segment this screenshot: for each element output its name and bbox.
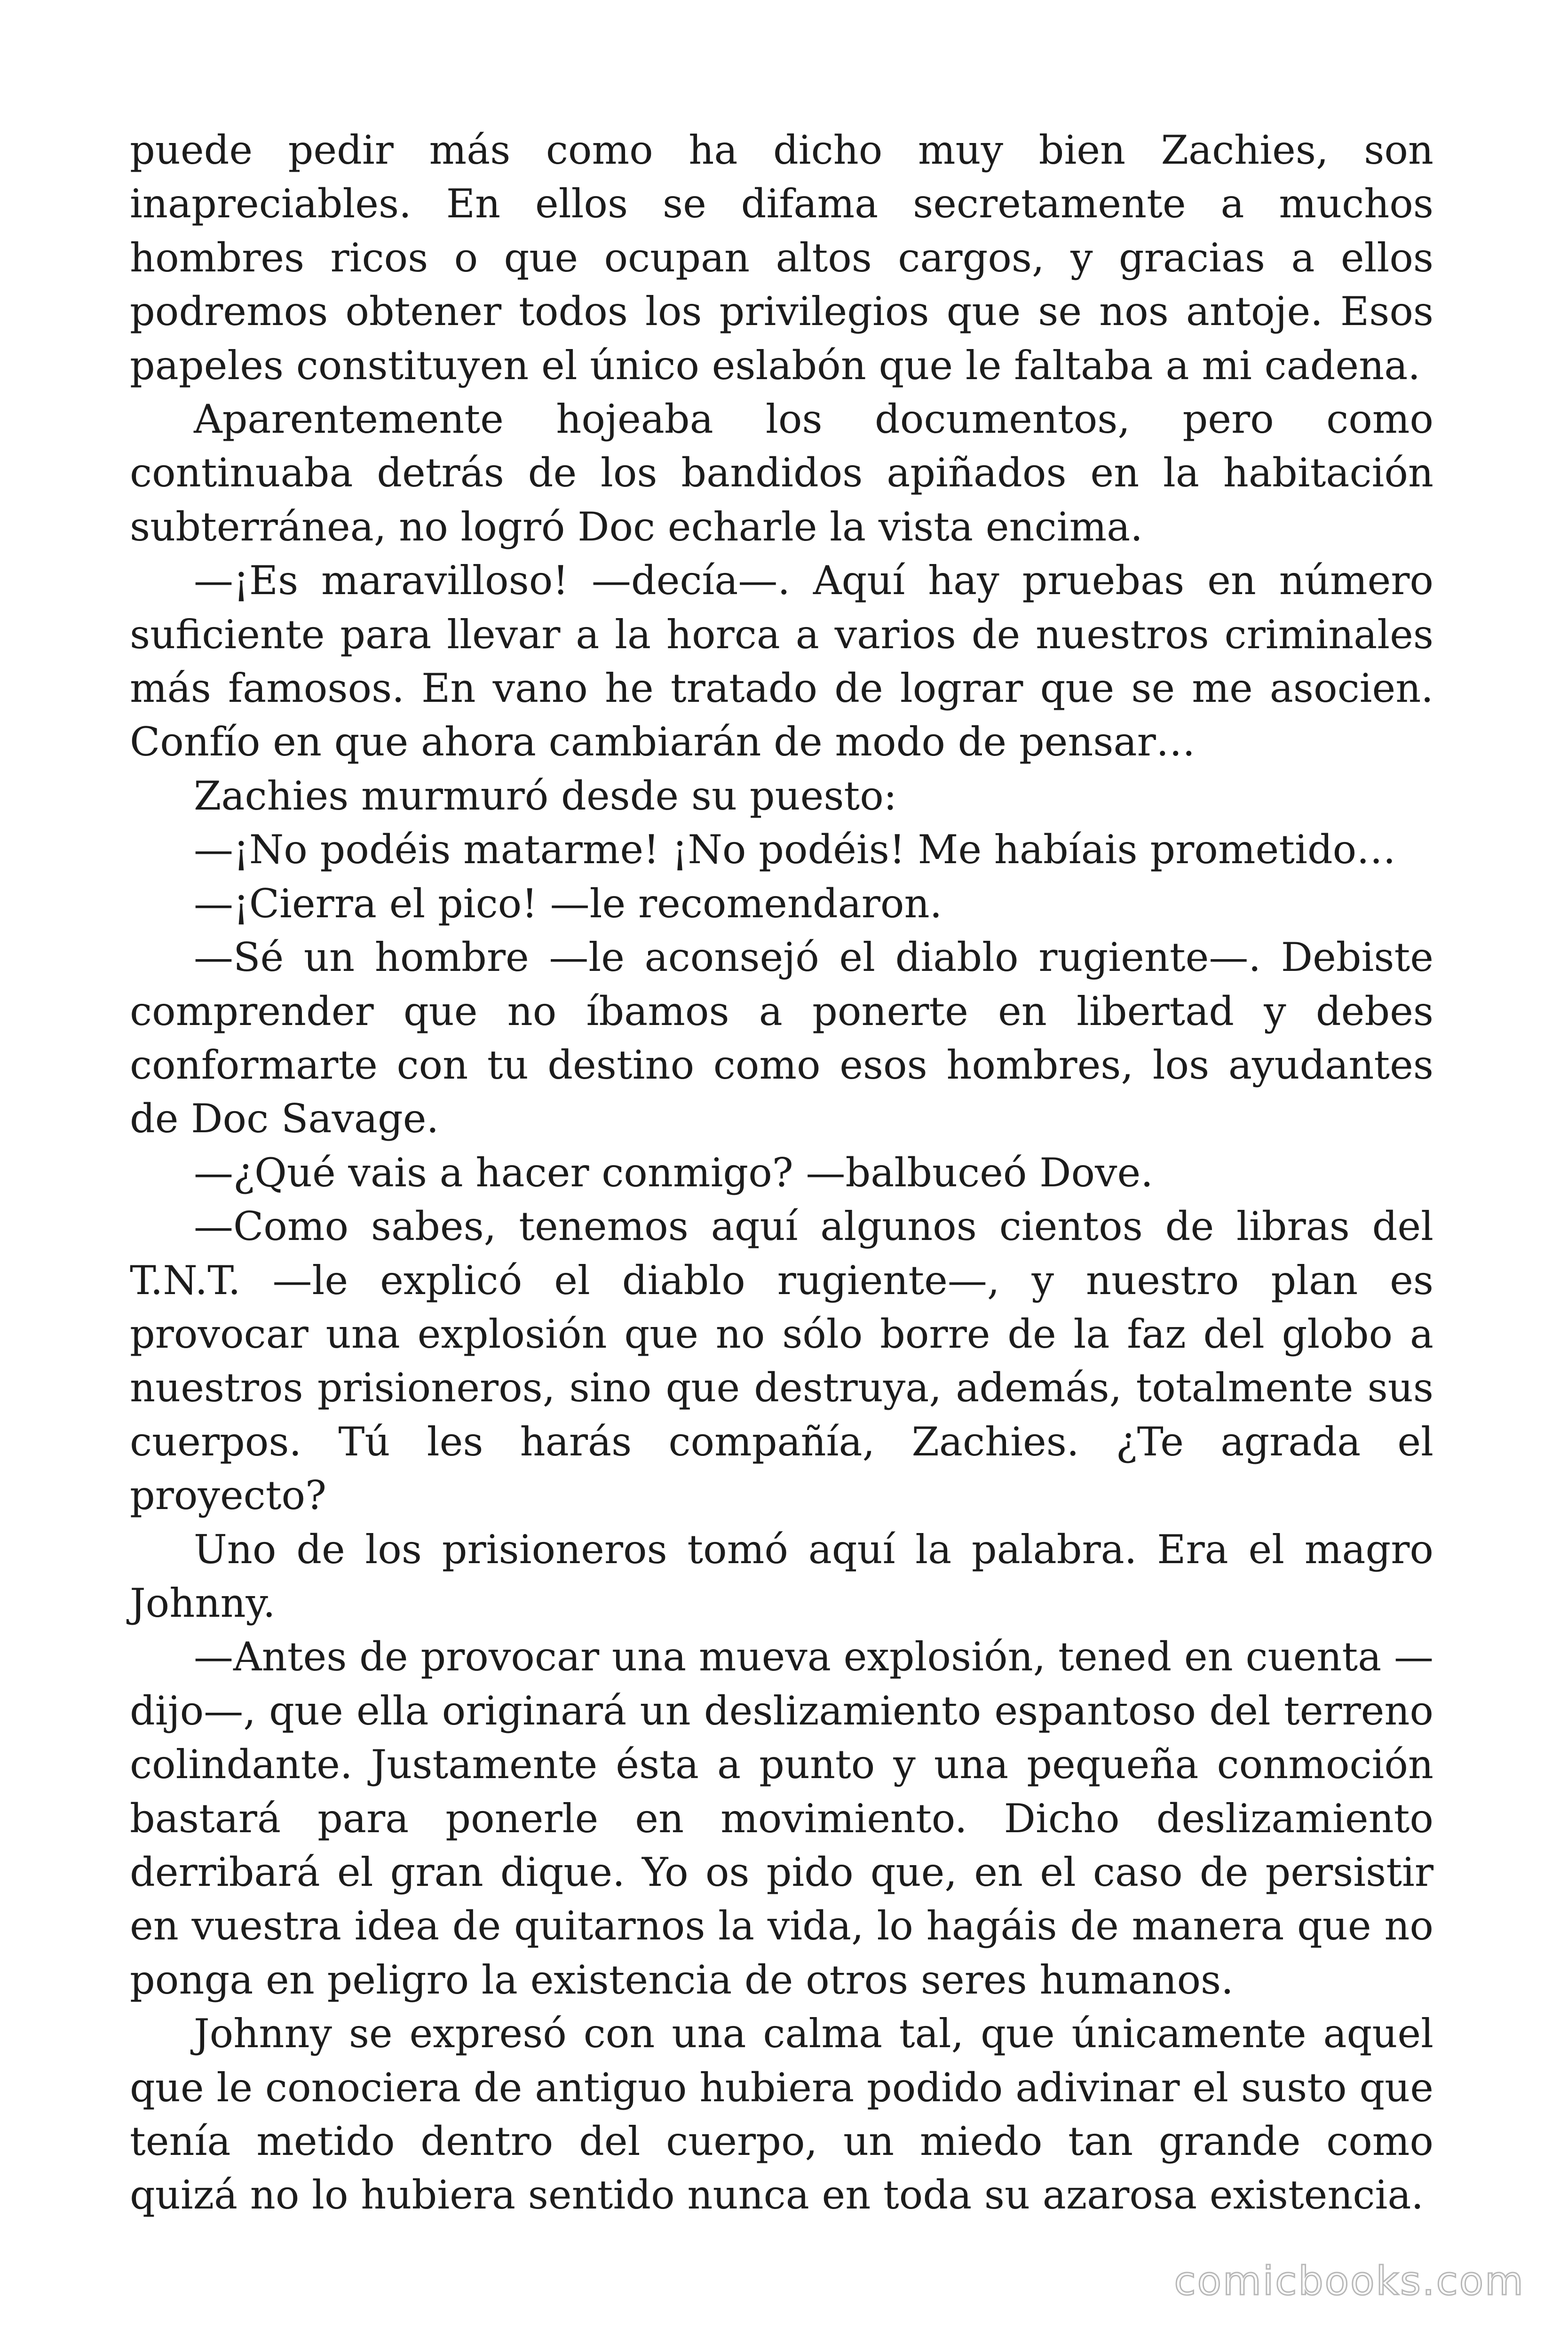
paragraph: —¡Es maravilloso! —decía—. Aquí hay pruebas en número suficiente para llevar a la horca a varios de nuestros criminales más famosos. En vano he tratado de lograr que se me asocien. Confío en que ahora cambiarán de modo de pensar…	[130, 557, 1433, 765]
paragraph: —¿Qué vais a hacer conmigo? —balbuceó Dove.	[194, 1149, 1153, 1196]
paragraph: Johnny se expresó con una calma tal, que únicamente aquel que le conociera de antiguo hubiera podido adivinar el susto que tenía metido dentro del cuerpo, un miedo tan grande como quizá no lo hubiera sentido nunca en toda su azarosa existencia.	[130, 2010, 1433, 2218]
paragraph: Zachies murmuró desde su puesto:	[194, 772, 897, 819]
paragraph: Uno de los prisioneros tomó aquí la palabra. Era el magro Johnny.	[130, 1526, 1433, 1626]
paragraph: —Como sabes, tenemos aquí algunos cientos de libras del T.N.T. —le explicó el diablo rugiente—, y nuestro plan es provocar una explosión que no sólo borre de la faz del globo a nuestros prisioneros, sino que destruya, además, totalmente sus cuerpos. Tú les harás compañía, Zachies. ¿Te agrada el proyecto?	[130, 1203, 1433, 1519]
watermark-logo: comicbooks.com	[1174, 2258, 1525, 2304]
paragraph: —Sé un hombre —le aconsejó el diablo rugiente—. Debiste comprender que no íbamos a ponerte en libertad y debes conformarte con tu destino como esos hombres, los ayudantes de Doc Savage.	[130, 934, 1433, 1142]
paragraph: —¡No podéis matarme! ¡No podéis! Me habíais prometido…	[194, 826, 1396, 873]
paragraph: Aparentemente hojeaba los documentos, pero como continuaba detrás de los bandidos apiñados en la habitación subterránea, no logró Doc echarle la vista encima.	[130, 396, 1433, 550]
page-body-text	[130, 123, 1433, 2222]
paragraph: puede pedir más como ha dicho muy bien Zachies, son inapreciables. En ellos se difama secretamente a muchos hombres ricos o que ocupan altos cargos, y gracias a ellos podremos obtener todos los privilegios que se nos antoje. Esos papeles constituyen el único eslabón que le faltaba a mi cadena.	[130, 127, 1433, 389]
paragraph: —Antes de provocar una mueva explosión, tened en cuenta —dijo—, que ella originará un deslizamiento espantoso del terreno colindante. Justamente ésta a punto y una pequeña conmoción bastará para ponerle en movimiento. Dicho deslizamiento derribará el gran dique. Yo os pido que, en el caso de persistir en vuestra idea de quitarnos la vida, lo hagáis de manera que no ponga en peligro la existencia de otros seres humanos.	[130, 1634, 1433, 2003]
paragraph: —¡Cierra el pico! —le recomendaron.	[194, 880, 942, 927]
